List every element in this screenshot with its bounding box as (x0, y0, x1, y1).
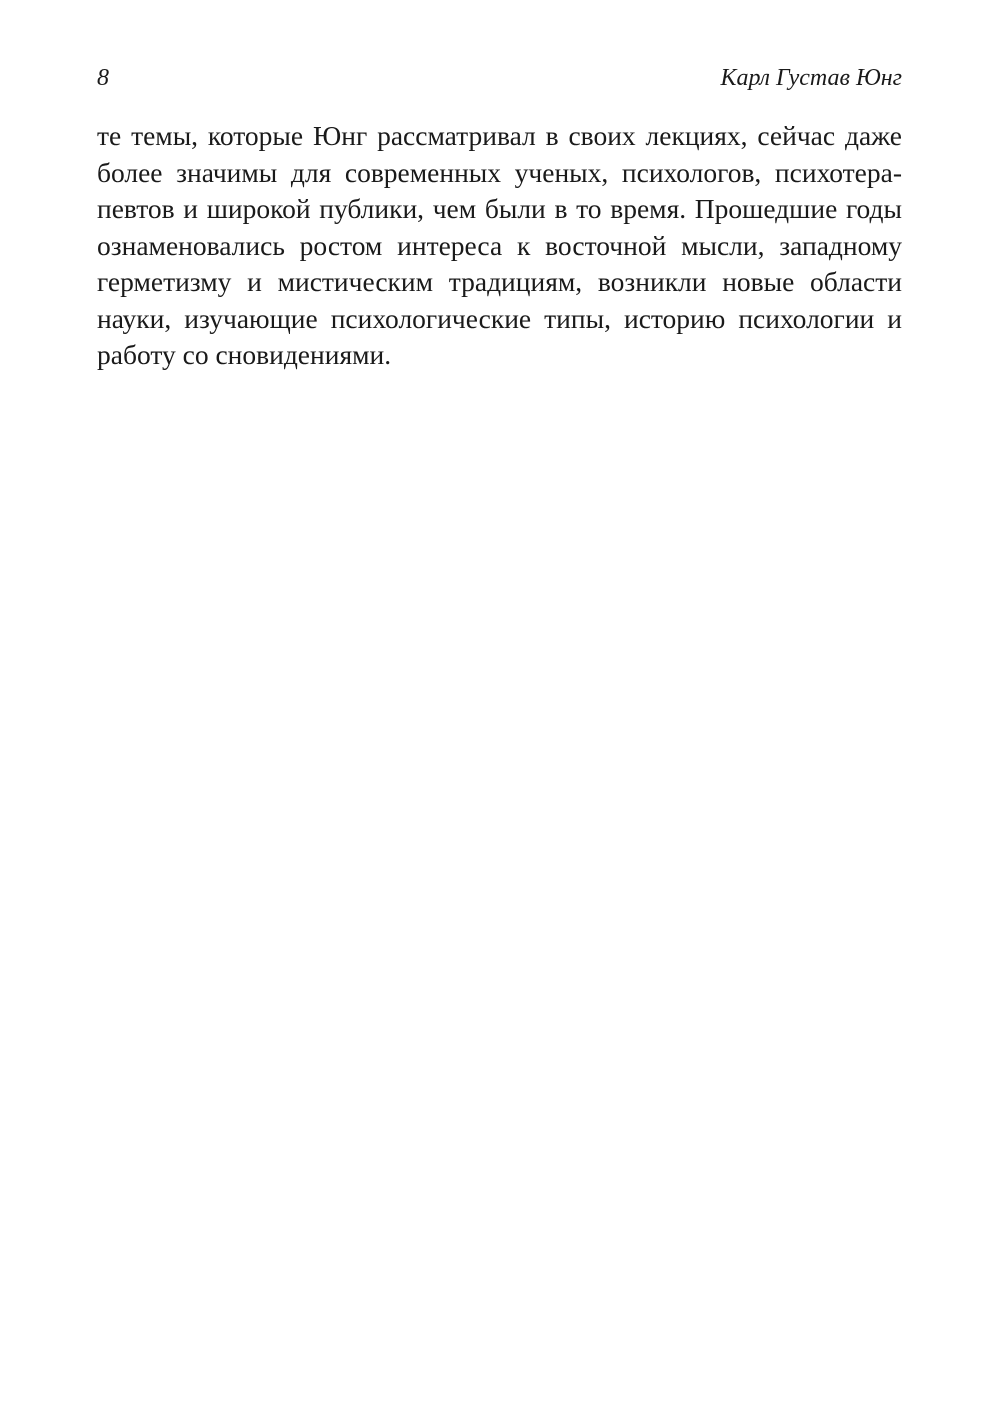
paragraph-line: науки, изучающие психологические типы, историю психологии и (97, 302, 902, 334)
paragraph-line: певтов и широкой публики, чем были в то время. Прошедшие годы (97, 193, 902, 224)
paragraph-line: работу со сновидениями. (97, 339, 392, 370)
running-header (97, 62, 902, 94)
running-title: Карл Густав Юнг (720, 65, 902, 91)
paragraph-line: те темы, которые Юнг рассматривал в своих лекциях, сейчас даже (97, 120, 902, 151)
paragraph-line: более значимы для современных ученых, психологов, психотера- (97, 156, 902, 188)
body-paragraph (97, 118, 902, 374)
page-number: 8 (97, 65, 109, 91)
paragraph-line: ознаменовались ростом интереса к восточной мысли, западному (97, 229, 902, 261)
paragraph-line: герметизму и мистическим традициям, возникли новые области (97, 266, 902, 297)
